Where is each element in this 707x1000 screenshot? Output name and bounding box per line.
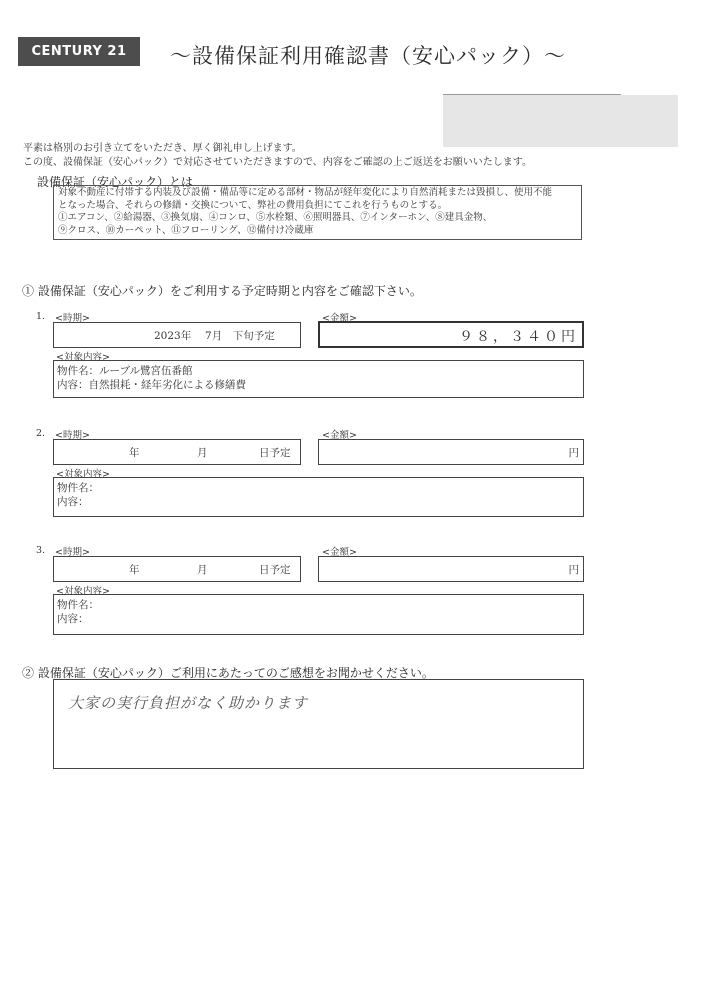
- entry1-amount-box[interactable]: [318, 321, 584, 348]
- entry2-content: 内容：: [57, 496, 89, 508]
- entry1-number: 1.: [36, 311, 46, 322]
- entry3-property: 物件名：: [57, 599, 99, 611]
- entry1-period-label: <時期>: [55, 313, 90, 324]
- entry3-period-month: 月: [197, 564, 208, 576]
- definition-line-3: ①エアコン、②給湯器、③換気扇、④コンロ、⑤水栓類、⑥照明器具、⑦インターホン、⑧建具金物、: [58, 212, 493, 223]
- entry3-period-label: <時期>: [55, 547, 90, 558]
- century21-logo: CENTURY 21: [18, 37, 140, 66]
- definition-heading: 設備保証（安心パック）とは: [37, 175, 194, 189]
- definition-line-1: 対象不動産に付帯する内装及び設備・備品等に定める部材・物品が経年変化により自然消耗または毀損し、使用不能: [58, 187, 553, 198]
- entry2-amount-yen: 円: [568, 447, 579, 459]
- entry3-period-year: 年: [129, 564, 140, 576]
- entry2-period-box[interactable]: [53, 439, 301, 465]
- entry3-content: 内容：: [57, 613, 89, 625]
- entry1-amount-label: <金額>: [322, 313, 357, 324]
- handwritten-feedback: 大家の実行負担がなく助かります: [68, 694, 309, 712]
- entry2-period-day: 日予定: [259, 447, 291, 459]
- entry3-amount-yen: 円: [568, 564, 579, 576]
- entry1-period-value: 2023年 7月 下旬予定: [154, 330, 275, 342]
- entry2-target-box[interactable]: [53, 477, 584, 517]
- intro-line-2: この度、設備保証（安心パック）で対応させていただきますので、内容をご確認の上ご返送をお願いいたします。: [23, 157, 532, 168]
- entry1-period-box[interactable]: [53, 322, 301, 348]
- entry2-number: 2.: [36, 428, 46, 439]
- definition-line-4: ⑨クロス、⑩カーペット、⑪フローリング、⑫備付け冷蔵庫: [58, 224, 314, 236]
- entry2-period-month: 月: [197, 447, 208, 459]
- entry2-amount-box[interactable]: [318, 439, 584, 465]
- entry3-period-day: 日予定: [259, 564, 291, 576]
- entry1-content: 内容：自然損耗・経年劣化による修繕費: [57, 379, 246, 391]
- entry1-target-label: <対象内容>: [56, 352, 110, 363]
- entry3-number: 3.: [36, 545, 46, 556]
- definition-box: [53, 185, 582, 240]
- entry3-target-label: <対象内容>: [56, 586, 110, 597]
- entry3-target-box[interactable]: [53, 594, 584, 635]
- redacted-area: [443, 95, 678, 147]
- entry3-amount-label: <金額>: [322, 547, 357, 558]
- section2-heading: ② 設備保証（安心パック）ご利用にあたってのご感想をお聞かせください。: [22, 666, 434, 680]
- section1-heading: ① 設備保証（安心パック）をご利用する予定時期と内容をご確認下さい。: [22, 284, 422, 298]
- entry2-amount-label: <金額>: [322, 430, 357, 441]
- entry2-period-label: <時期>: [55, 430, 90, 441]
- entry1-target-box[interactable]: [53, 360, 584, 398]
- intro-line-1: 平素は格別のお引き立てをいただき、厚く御礼申し上げます。: [23, 143, 302, 154]
- feedback-box[interactable]: [53, 679, 584, 769]
- entry3-period-box[interactable]: [53, 556, 301, 582]
- entry1-amount-value: ９８，３４０円: [459, 329, 578, 345]
- entry2-target-label: <対象内容>: [56, 469, 110, 480]
- entry1-property: 物件名：ルーブル鷺宮伍番館: [57, 365, 193, 377]
- entry3-amount-box[interactable]: [318, 556, 584, 582]
- page-title: 〜設備保証利用確認書（安心パック）〜: [170, 44, 566, 68]
- entry2-period-year: 年: [129, 447, 140, 459]
- definition-line-2: となった場合、それらの修繕・交換について、弊社の費用負担にてこれを行うものとする。: [58, 199, 448, 211]
- entry2-property: 物件名：: [57, 482, 99, 494]
